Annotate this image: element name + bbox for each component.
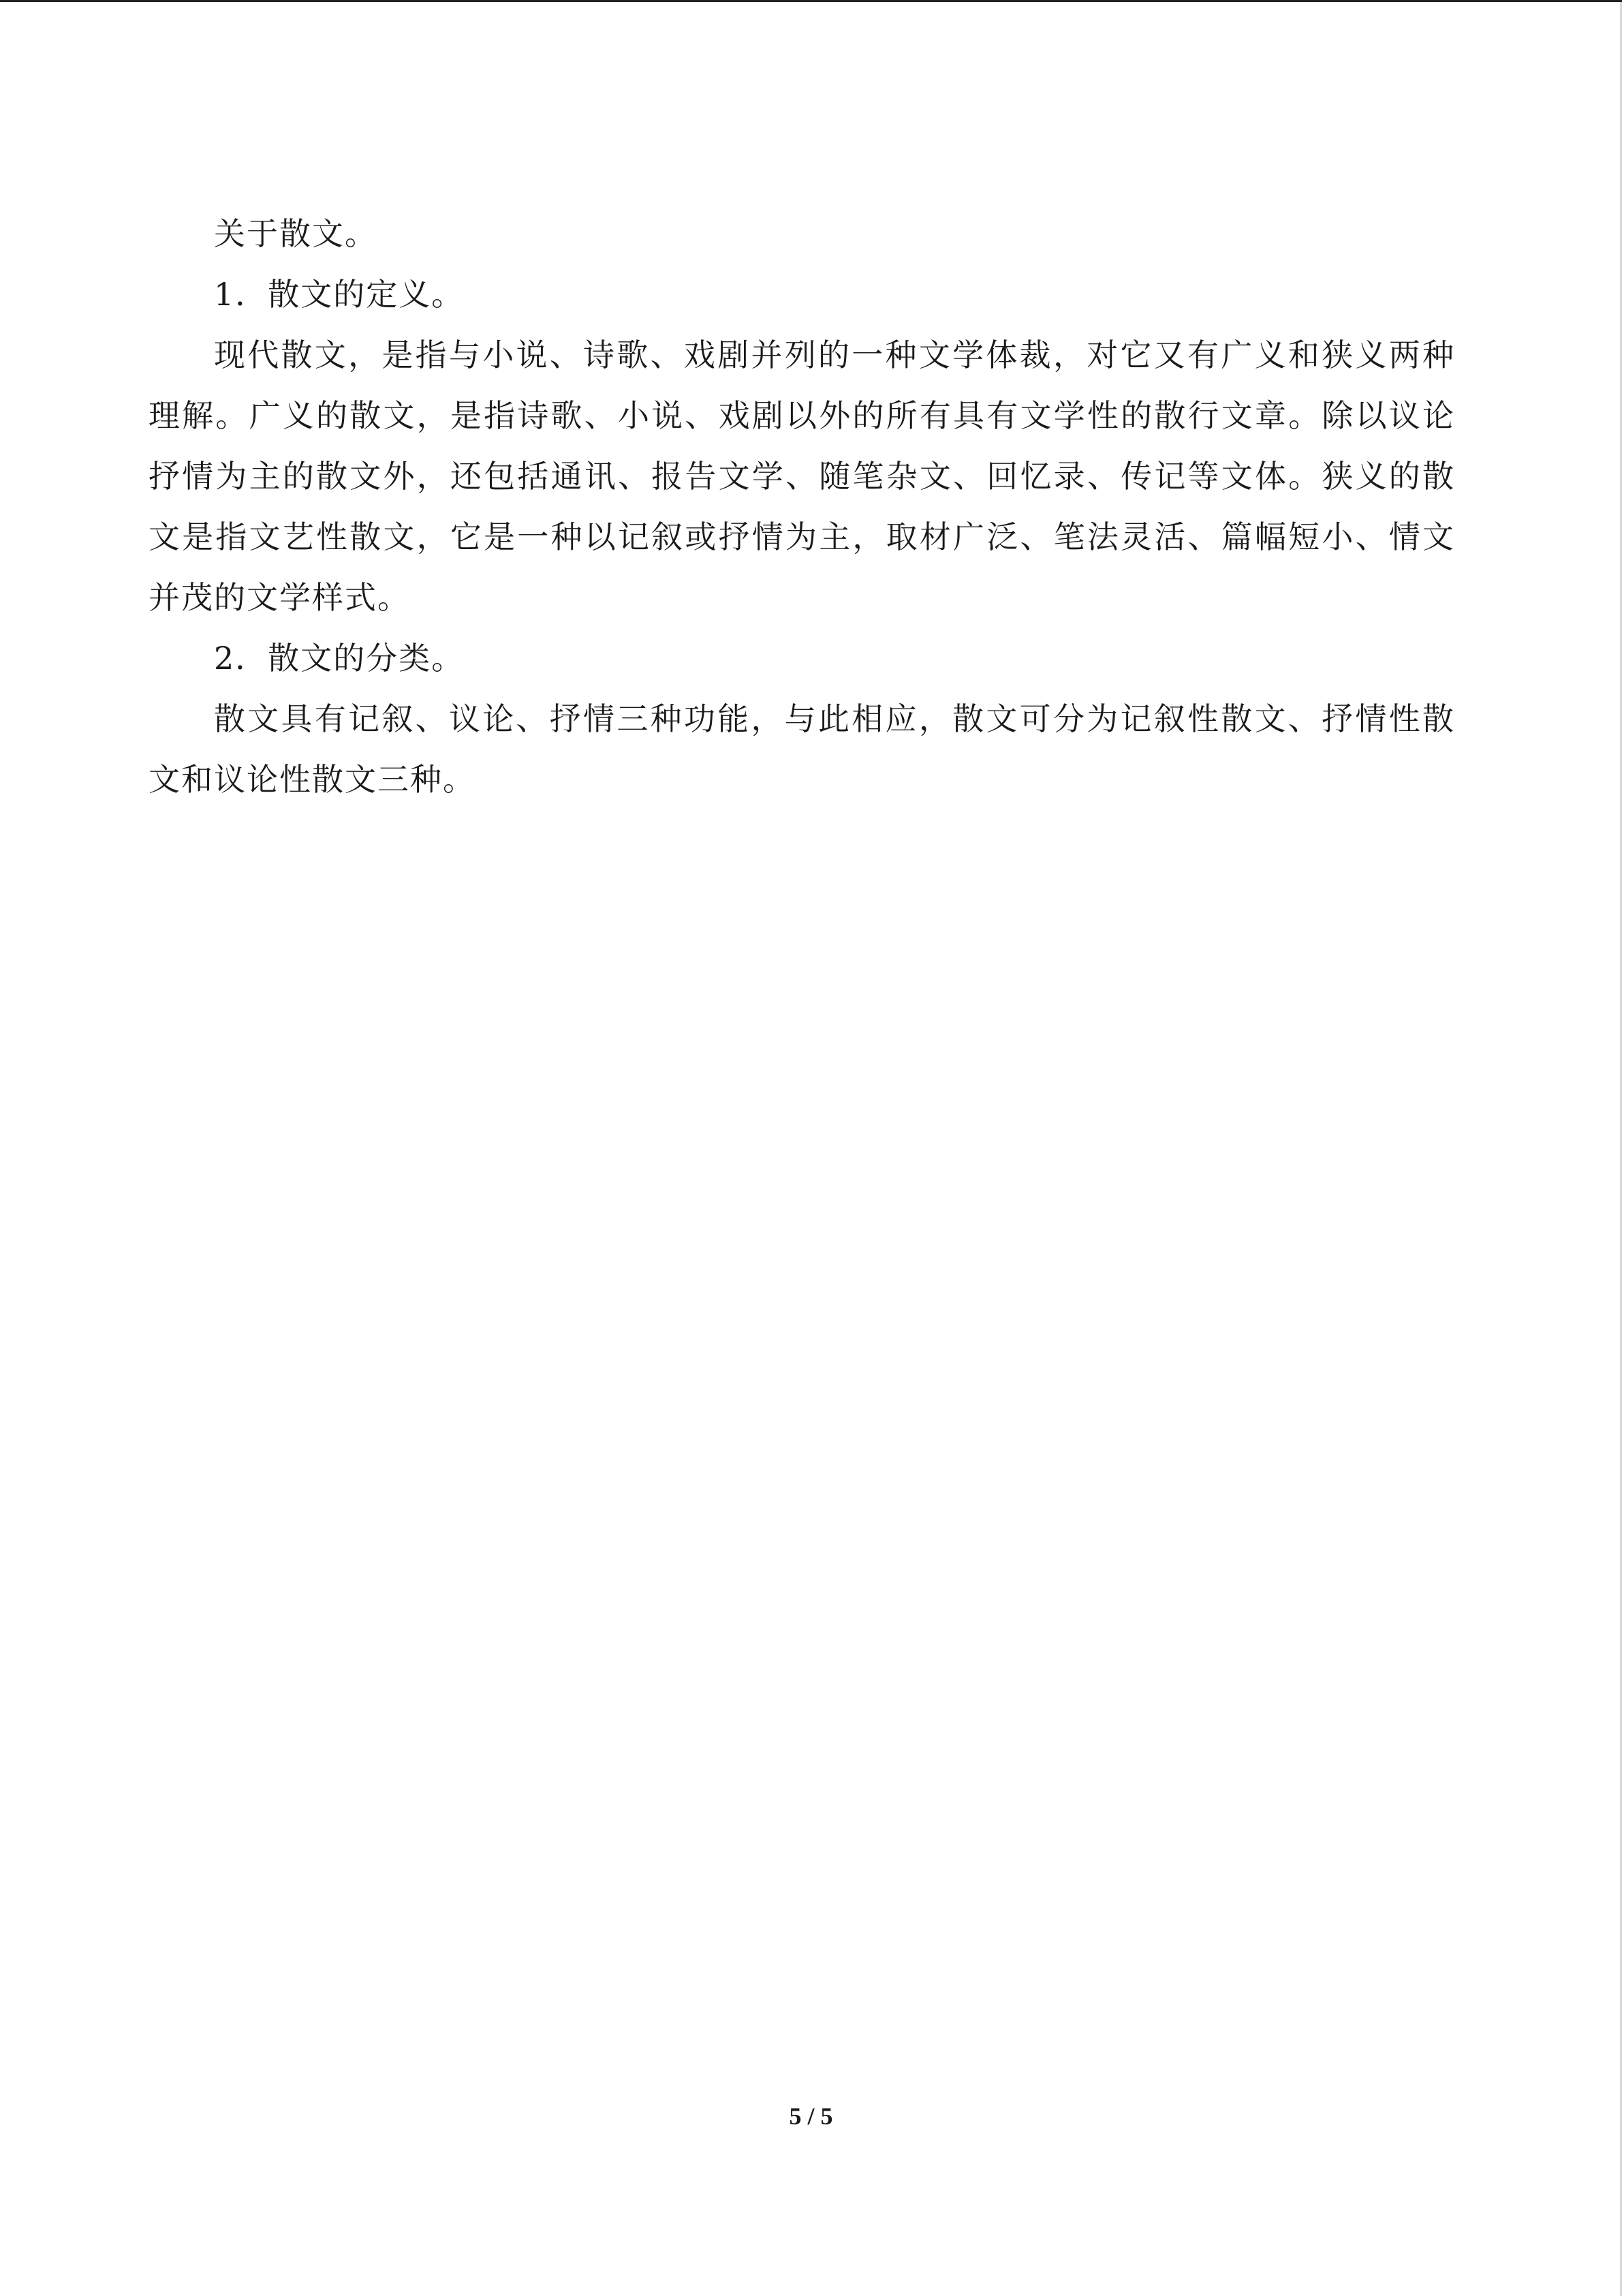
definition-paragraph: 现代散文，是指与小说、诗歌、戏剧并列的一种文学体裁，对它又有广义和狭义两种理解。广义的散文，是指诗歌、小说、戏剧以外的所有具有文学性的散行文章。除以议论抒情为主的散文外，还包括通讯、报告文学、随笔杂文、回忆录、传记等文体。狭义的散文是指文艺性散文，它是一种以记叙或抒情为主，取材广泛、笔法灵活、篇幅短小、情文并茂的文学样式。 <box>149 337 1455 616</box>
page-number: 5 / 5 <box>789 2103 833 2130</box>
section-heading-definition: 1．散文的定义。 <box>214 276 465 313</box>
document-body <box>149 204 1455 810</box>
classification-paragraph: 散文具有记叙、议论、抒情三种功能，与此相应，散文可分为记叙性散文、抒情性散文和议论性散文三种。 <box>149 700 1455 798</box>
section-heading-classification: 2．散文的分类。 <box>214 640 465 677</box>
intro-line: 关于散文。 <box>214 215 377 252</box>
